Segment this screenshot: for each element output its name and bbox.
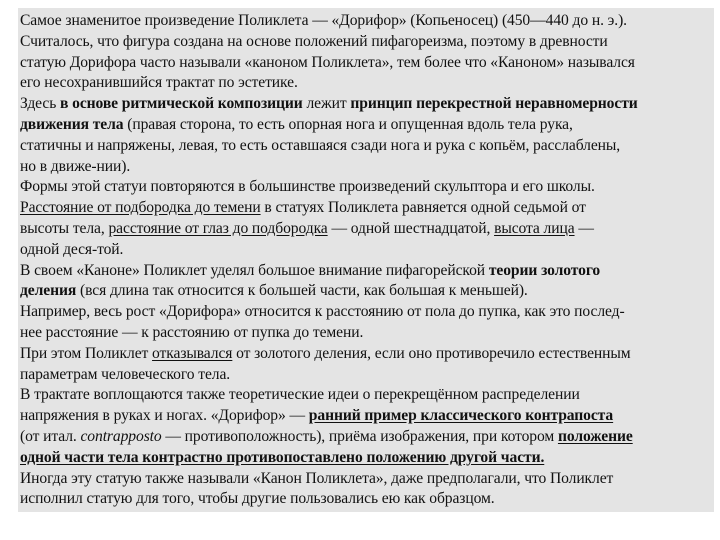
text-run: — одной шестнадцатой, [327, 219, 495, 237]
underlined-refused: отказывался [152, 344, 233, 362]
text-run: в статуях Поликлета равняется одной седьмой от [260, 199, 586, 217]
bold-term-golden-section-end: деления [20, 282, 77, 300]
text-run: Здесь [20, 95, 60, 113]
text-run: — [574, 219, 594, 237]
underlined-face-height: высота лица [494, 219, 575, 237]
body-text [20, 11, 720, 510]
p4-line-1 [20, 261, 720, 282]
p5-line-2: параметрам человеческого тела. [20, 365, 231, 383]
p5-line-1 [20, 344, 720, 365]
p1-line-4: его несохранившийся трактат по эстетике. [20, 74, 298, 92]
p3-line-3 [20, 219, 720, 240]
text-run: (вся длина так относится к большей части, как большая к меньшей). [76, 282, 528, 300]
text-run: (от итал. [20, 427, 81, 445]
p3-line-1: Формы этой статуи повторяются в большинстве произведений скульптора и его школы. [20, 178, 595, 196]
bold-term-golden-section: теории золотого [488, 261, 601, 279]
p3-line-2 [20, 198, 720, 219]
p4-line-3: Например, весь рост «Дорифора» относится к расстоянию от пола до пупка, как это послед- [20, 303, 625, 321]
p7-line-2: исполнил статую для того, чтобы другие пользовались ею как образцом. [20, 490, 495, 508]
bold-term-rhythmic-composition: в основе ритмической композиции [60, 95, 303, 113]
p2-line-3: статичны и напряжены, левая, то есть оставшаяся сзади нога и рука с копьём, расслаблены, [20, 136, 621, 154]
bold-underlined-contrapposto: ранний пример классического контрапоста [308, 407, 614, 425]
p4-line-2 [20, 281, 720, 302]
p2-line-1 [20, 94, 720, 115]
text-run: напряжения в руках и ногах. «Дорифор» — [20, 407, 309, 425]
text-run: При этом Поликлет [20, 344, 153, 362]
p2-line-4: но в движе-нии). [20, 157, 131, 175]
p6-line-4 [20, 448, 720, 469]
bold-underlined-position-end: одной части тела контрастно противопоставлено положению другой части. [20, 448, 545, 466]
text-run: В своем «Каноне» Поликлет уделял большое внимание пифагорейской [20, 261, 489, 279]
p6-line-1: В трактате воплощаются также теоретические идеи о перекрещённом распределении [20, 386, 580, 404]
text-run: от золотого деления, если оно противоречило естественным [232, 344, 631, 362]
italic-contrapposto: contrapposto [80, 427, 162, 445]
text-run: высоты тела, [20, 219, 109, 237]
text-run: (правая сторона, то есть опорная нога и опущенная вдоль тела рука, [123, 115, 573, 133]
bold-term-cross-principle: принцип перекрестной неравномерности [350, 95, 638, 113]
p1-line-3: статую Дорифора часто называли «каноном Поликлета», тем более что «Каноном» назывался [20, 53, 635, 71]
p1-line-2: Считалось, что фигура создана на основе положений пифагореизма, поэтому в древности [20, 32, 608, 50]
p1-line-1: Самое знаменитое произведение Поликлета — «Дорифор» (Копьеносец) (450—440 до н. э.). [20, 12, 627, 29]
p6-line-3 [20, 427, 720, 448]
p6-line-2 [20, 406, 720, 427]
text-run: лежит [302, 95, 351, 113]
text-run: — противоположность), приёма изображения, при котором [161, 427, 558, 445]
p4-line-4: нее расстояние — к расстоянию от пупка до темени. [20, 323, 364, 341]
underlined-eyes-to-chin: расстояние от глаз до подбородка [108, 219, 328, 237]
bold-term-body-movement: движения тела [20, 115, 124, 133]
p2-line-2 [20, 115, 720, 136]
underlined-chin-to-crown: Расстояние от подбородка до темени [20, 199, 261, 217]
p3-line-4: одной деся-той. [20, 240, 124, 258]
bold-underlined-position: положение [557, 427, 633, 445]
p7-line-1: Иногда эту статую также называли «Канон Поликлета», даже предполагали, что Поликлет [20, 469, 614, 487]
